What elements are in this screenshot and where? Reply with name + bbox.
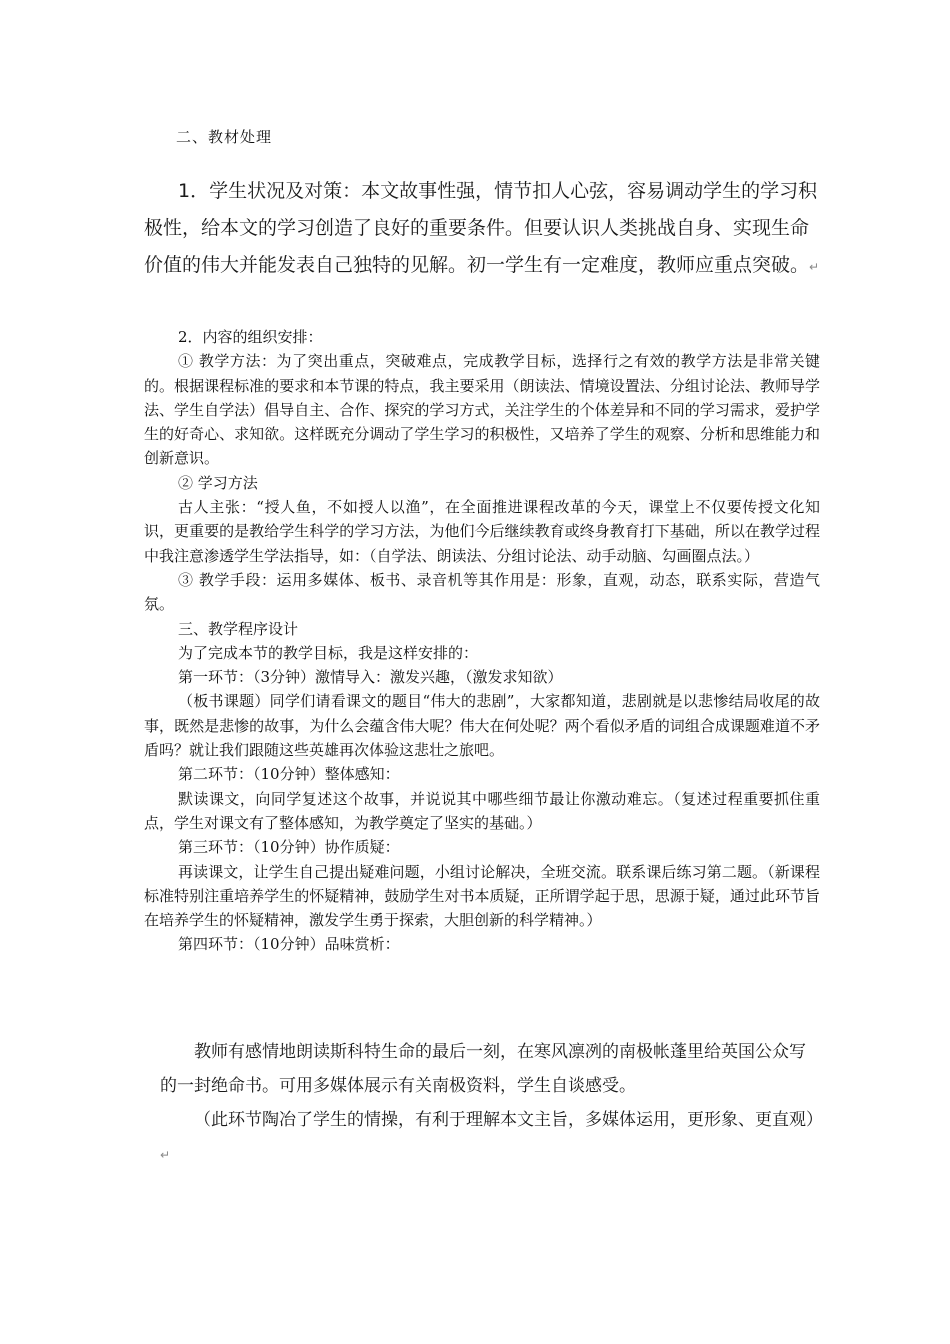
learning-method-heading: ② 学习方法 bbox=[178, 473, 258, 492]
procedure-intro: 为了完成本节的教学目标，我是这样安排的： bbox=[178, 643, 479, 662]
step-four-block bbox=[160, 1035, 823, 1172]
step-one-paragraph: （板书课题）同学们请看课文的题目“伟大的悲剧”，大家都知道，悲剧就是以悲惨结局收尾的故事，既然是悲惨的故事，为什么会蕴含伟大呢？伟大在何处呢？两个看似矛盾的词组合成课题难道不矛盾吗？就让我们跟随这些英雄再次体验这悲壮之旅吧。 bbox=[144, 692, 820, 760]
teaching-method-paragraph: ① 教学方法：为了突出重点，突破难点，完成教学目标，选择行之有效的教学方法是非常关键的。根据课程标准的要求和本节课的特点，我主要采用（朗读法、情境设置法、分组讨论法、教师导学法、学生自学法）倡导自主、合作、探究的学习方式，关注学生的个体差异和不同的学习需求，爱护学生的好奇心、求知欲。这样既充分调动了学生学习的积极性，又培养了学生的观察、分析和思维能力和创新意识。 bbox=[144, 352, 820, 468]
step-one-heading: 第一环节：（3分钟）激情导入：激发兴趣，（激发求知欲） bbox=[178, 668, 563, 687]
procedure-design-heading: 三、教学程序设计 bbox=[178, 619, 299, 638]
step-four-heading: 第四环节：（10分钟）品味赏析： bbox=[178, 935, 400, 954]
learning-method-paragraph: 古人主张：“授人鱼，不如授人以渔”，在全面推进课程改革的今天，课堂上不仅要传授文化知识，更重要的是教给学生科学的学习方法，为他们今后继续教育或终身教育打下基础，所以在教学过程中我注意渗透学生学法指导，如：（自学法、朗读法、分组讨论法、动手动脑、勾画圈点法。） bbox=[144, 498, 820, 565]
paragraph-mark: ↵ bbox=[160, 1148, 171, 1162]
main-body bbox=[144, 325, 820, 957]
step-four-paragraph: 教师有感情地朗读斯科特生命的最后一刻，在寒风凛冽的南极帐蓬里给英国公众写的一封绝命书。可用多媒体展示有关南极资料，学生自谈感受。 bbox=[160, 1042, 806, 1096]
step-four-note-text: （此环节陶冶了学生的情操，有利于理解本文主旨，多媒体运用，更形象、更直观） bbox=[194, 1110, 823, 1130]
teaching-means-paragraph: ③ 教学手段：运用多媒体、板书、录音机等其作用是：形象，直观，动态，联系实际，营造气氛。 bbox=[144, 570, 820, 614]
step-two-heading: 第二环节：（10分钟）整体感知： bbox=[178, 765, 400, 784]
section-title: 二、教材处理 bbox=[176, 128, 273, 146]
student-situation-text: 1．学生状况及对策：本文故事性强，情节扣人心弦，容易调动学生的学习积极性，给本文的学习创造了良好的重要条件。但要认识人类挑战自身、实现生命价值的伟大并能发表自己独特的见解。初一学生有一定难度，教师应重点突破。 bbox=[144, 180, 818, 276]
step-three-paragraph: 再读课文，让学生自己提出疑难问题，小组讨论解决，全班交流。联系课后练习第二题。（新课程标准特别注重培养学生的怀疑精神，鼓励学生对书本质疑，正所谓学起于思，思源于疑，通过此环节旨在培养学生的怀疑精神，激发学生勇于探索，大胆创新的科学精神。） bbox=[144, 862, 820, 930]
student-situation-paragraph bbox=[144, 173, 824, 286]
content-organization-heading: 2．内容的组织安排： bbox=[178, 328, 323, 346]
step-three-heading: 第三环节：（10分钟）协作质疑： bbox=[178, 838, 400, 857]
paragraph-mark: ↵ bbox=[809, 260, 820, 274]
step-four-note bbox=[160, 1103, 823, 1172]
student-situation-block bbox=[144, 173, 824, 286]
step-two-paragraph: 默读课文，向同学复述这个故事，并说说其中哪些细节最让你激动难忘。（复述过程重要抓住重点，学生对课文有了整体感知，为教学奠定了坚实的基础。） bbox=[144, 789, 820, 832]
